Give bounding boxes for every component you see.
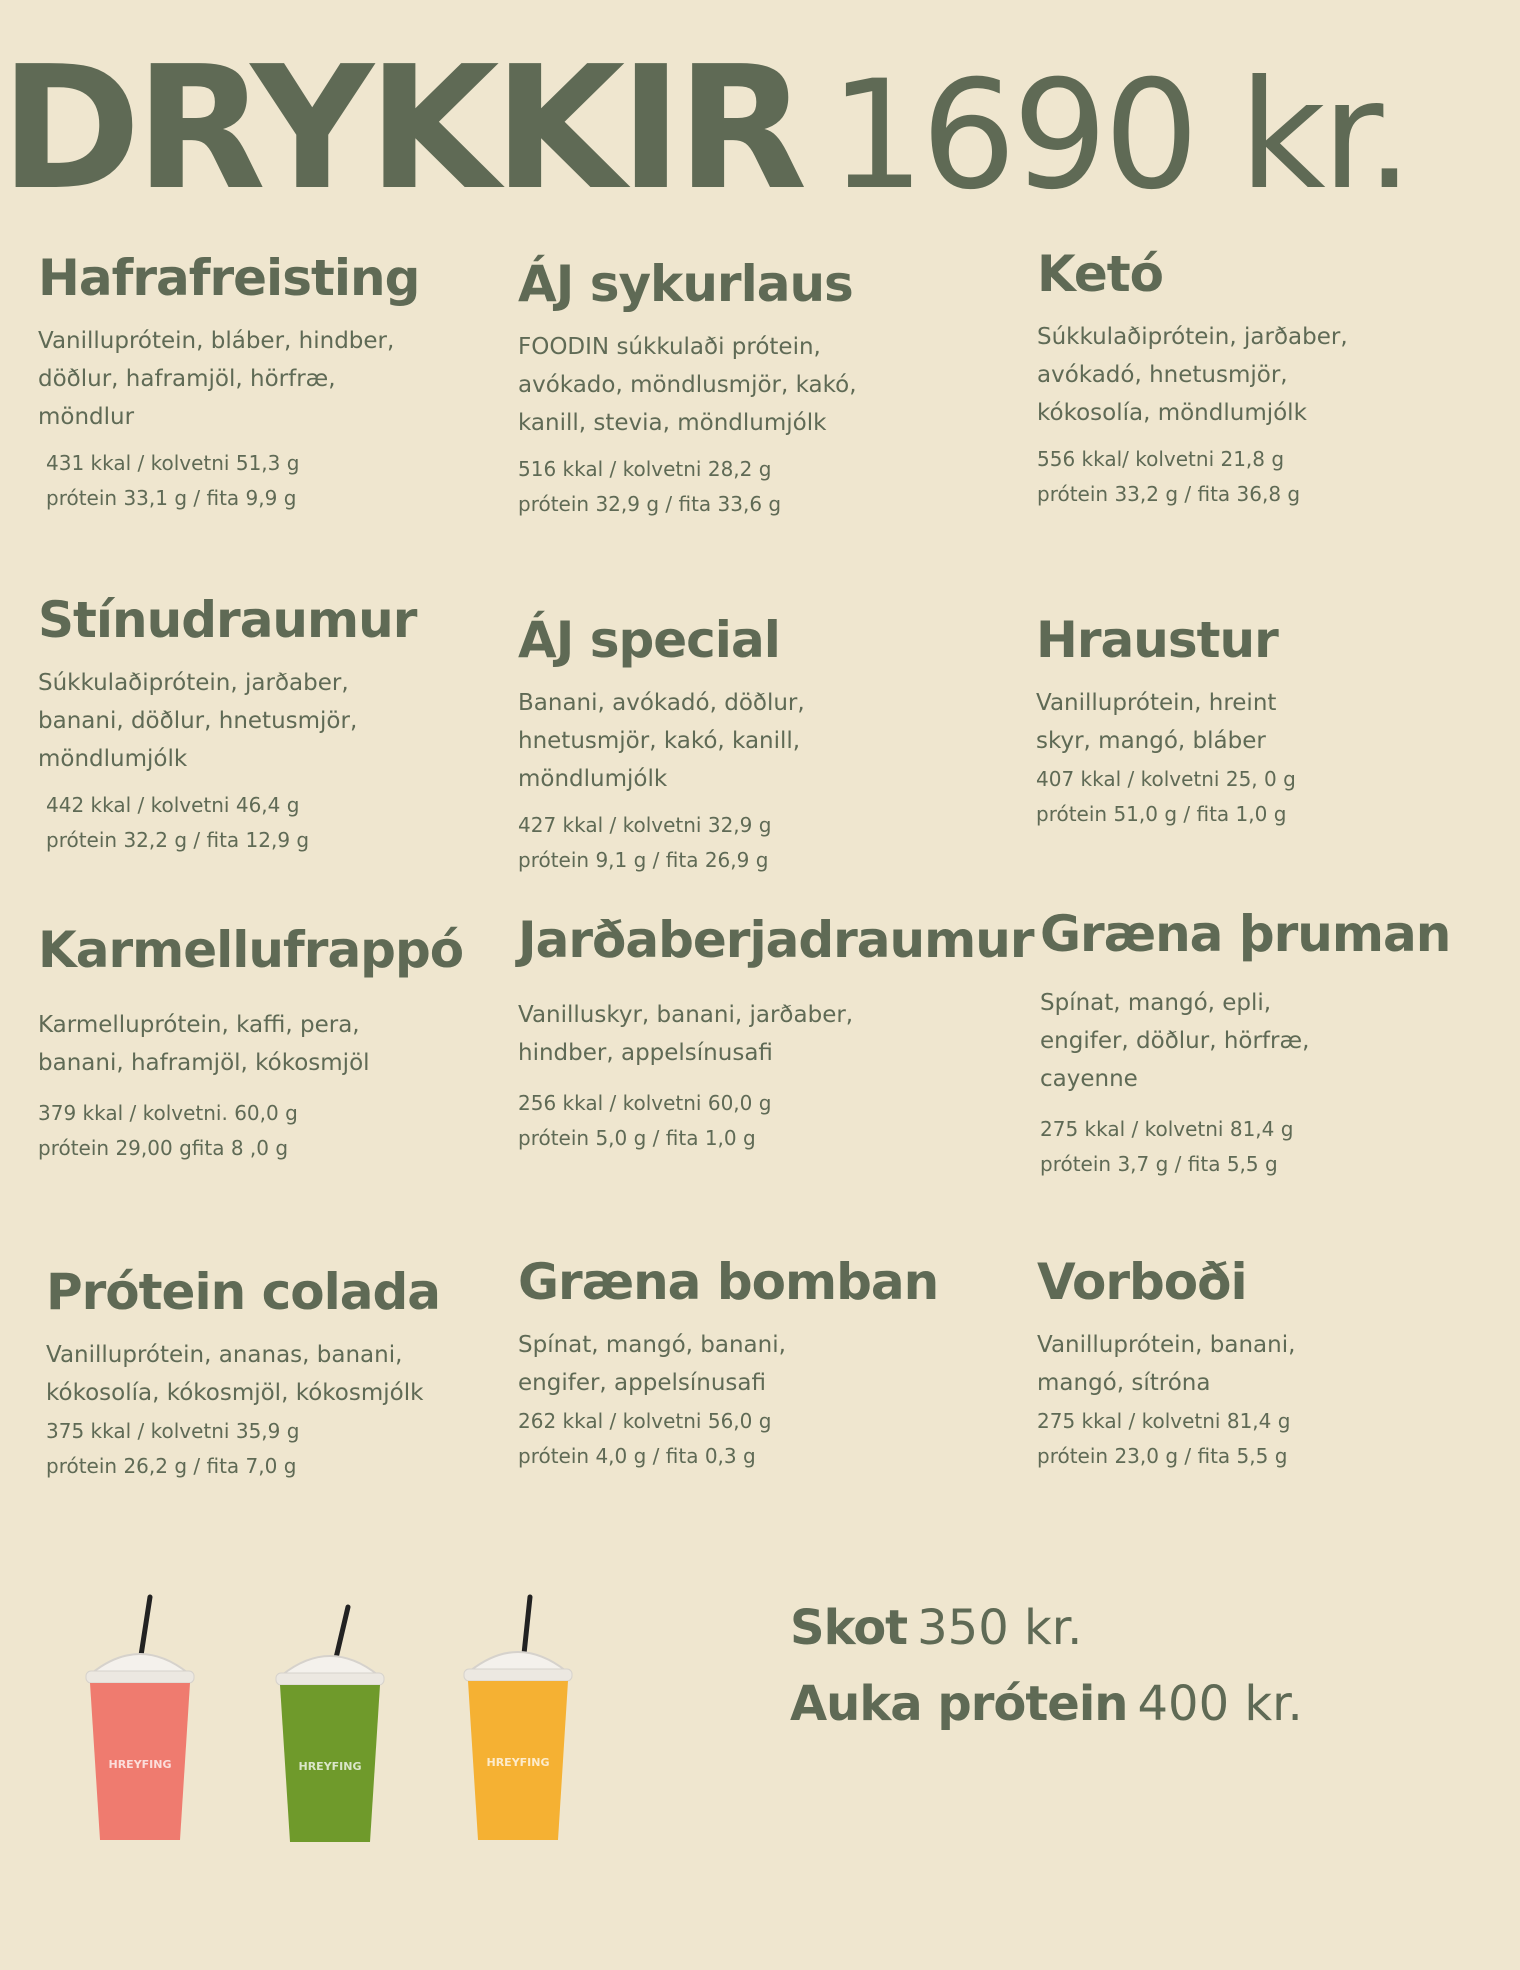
- nutrition-calories-carbs: 427 kkal / kolvetni 32,9 g: [518, 812, 772, 837]
- menu-item-name: Prótein colada: [46, 1263, 441, 1321]
- menu-item-name: Karmellufrappó: [38, 921, 464, 979]
- menu-item-nutrition: [38, 1096, 518, 1166]
- menu-item-ingredients: Vanilluprótein, bláber, hindber, döðlur, haframjöl, hörfræ, möndlur: [38, 327, 395, 430]
- menu-item-nutrition: [1037, 442, 1517, 512]
- cup-brand-label: HREYFING: [486, 1756, 550, 1769]
- nutrition-protein-fat: prótein 3,7 g / fita 5,5 g: [1040, 1151, 1278, 1176]
- menu-item-ingredients: FOODIN súkkulaði prótein, avókado, möndlusmjör, kakó, kanill, stevia, möndlumjólk: [518, 333, 857, 436]
- menu-item-hafrafreisting: [38, 250, 518, 516]
- title-drinks: DRYKKIR: [0, 30, 802, 228]
- smoothie-cup-green: [270, 1605, 390, 1855]
- extra-shot-label: Skot: [790, 1600, 908, 1656]
- smoothie-cup-orange: [458, 1595, 578, 1845]
- nutrition-protein-fat: prótein 33,1 g / fita 9,9 g: [46, 485, 297, 510]
- nutrition-calories-carbs: 431 kkal / kolvetni 51,3 g: [46, 450, 300, 475]
- menu-item-name: Græna bomban: [518, 1253, 939, 1311]
- menu-item-name: Græna þruman: [1040, 905, 1451, 963]
- nutrition-calories-carbs: 516 kkal / kolvetni 28,2 g: [518, 456, 772, 481]
- menu-item-stinudraumur: [38, 592, 518, 858]
- menu-item-aj-sykurlaus: [518, 256, 998, 522]
- menu-item-name: Ketó: [1037, 245, 1164, 303]
- nutrition-calories-carbs: 556 kkal/ kolvetni 21,8 g: [1037, 446, 1285, 471]
- extra-protein-label: Auka prótein: [790, 1676, 1128, 1732]
- extra-protein-price: 400 kr.: [1137, 1676, 1303, 1732]
- extra-shot-price: 350 kr.: [917, 1600, 1083, 1656]
- menu-item-name: ÁJ special: [518, 611, 780, 669]
- extras-pricing: [790, 1590, 1303, 1742]
- menu-item-name: Jarðaberjadraumur: [518, 911, 1034, 969]
- menu-item-name: Vorboði: [1037, 1253, 1247, 1311]
- menu-item-nutrition: [46, 1414, 526, 1484]
- menu-item-name: Hafrafreisting: [38, 249, 420, 307]
- menu-item-nutrition: [46, 788, 518, 858]
- menu-item-protein-colada: [46, 1264, 526, 1484]
- menu-item-ingredients: Spínat, mangó, banani, engifer, appelsínusafi: [518, 1331, 786, 1396]
- menu-item-ingredients: Vanilluprótein, ananas, banani, kókosolía, kókosmjöl, kókosmjólk: [46, 1341, 424, 1406]
- menu-item-graena-thruman: [1040, 906, 1520, 1182]
- menu-item-ingredients: Banani, avókadó, döðlur, hnetusmjör, kakó, kanill, möndlumjólk: [518, 689, 805, 792]
- menu-item-ingredients: Vanilluprótein, hreint skyr, mangó, bláber: [1036, 689, 1277, 754]
- extra-shot: [790, 1590, 1303, 1666]
- menu-item-ingredients: Vanilluskyr, banani, jarðaber, hindber, appelsínusafi: [518, 1001, 854, 1066]
- cup-brand-label: HREYFING: [298, 1760, 362, 1773]
- menu-item-nutrition: [1037, 1404, 1517, 1474]
- nutrition-protein-fat: prótein 4,0 g / fita 0,3 g: [518, 1443, 756, 1468]
- nutrition-protein-fat: prótein 32,2 g / fita 12,9 g: [46, 827, 310, 852]
- title-price: 1690 kr.: [829, 49, 1410, 223]
- cup-brand-label: HREYFING: [108, 1758, 172, 1771]
- nutrition-protein-fat: prótein 23,0 g / fita 5,5 g: [1037, 1443, 1288, 1468]
- menu-item-aj-special: [518, 612, 998, 878]
- nutrition-protein-fat: prótein 26,2 g / fita 7,0 g: [46, 1453, 297, 1478]
- nutrition-protein-fat: prótein 33,2 g / fita 36,8 g: [1037, 481, 1301, 506]
- nutrition-protein-fat: prótein 29,00 gfita 8 ,0 g: [38, 1135, 289, 1160]
- menu-item-ingredients: Spínat, mangó, epli, engifer, döðlur, hörfræ, cayenne: [1040, 989, 1310, 1092]
- nutrition-protein-fat: prótein 9,1 g / fita 26,9 g: [518, 847, 769, 872]
- menu-item-nutrition: [518, 1404, 998, 1474]
- nutrition-calories-carbs: 256 kkal / kolvetni 60,0 g: [518, 1090, 772, 1115]
- extra-protein: [790, 1666, 1303, 1742]
- menu-item-nutrition: [1040, 1112, 1520, 1182]
- menu-item-nutrition: [518, 1086, 998, 1156]
- menu-item-karmellufrappo: [38, 922, 518, 1166]
- menu-item-nutrition: [46, 446, 518, 516]
- nutrition-calories-carbs: 275 kkal / kolvetni 81,4 g: [1040, 1116, 1294, 1141]
- nutrition-calories-carbs: 442 kkal / kolvetni 46,4 g: [46, 792, 300, 817]
- menu-item-keto: [1037, 246, 1517, 512]
- menu-item-nutrition: [518, 808, 998, 878]
- menu-item-nutrition: [1036, 762, 1516, 832]
- nutrition-calories-carbs: 407 kkal / kolvetni 25, 0 g: [1036, 766, 1296, 791]
- smoothie-cup-pink: [80, 1595, 200, 1845]
- page-title: [0, 30, 1410, 228]
- menu-item-hraustur: [1036, 612, 1516, 832]
- nutrition-protein-fat: prótein 5,0 g / fita 1,0 g: [518, 1125, 756, 1150]
- menu-item-name: ÁJ sykurlaus: [518, 255, 853, 313]
- menu-item-graena-bomban: [518, 1254, 998, 1474]
- menu-item-ingredients: Súkkulaðiprótein, jarðaber, avókadó, hnetusmjör, kókosolía, möndlumjólk: [1037, 323, 1348, 426]
- menu-item-ingredients: Vanilluprótein, banani, mangó, sítróna: [1037, 1331, 1296, 1396]
- menu-item-ingredients: Súkkulaðiprótein, jarðaber, banani, döðlur, hnetusmjör, möndlumjólk: [38, 669, 358, 772]
- nutrition-calories-carbs: 379 kkal / kolvetni. 60,0 g: [38, 1100, 298, 1125]
- menu-item-vorbodi: [1037, 1254, 1517, 1474]
- menu-item-name: Hraustur: [1036, 611, 1278, 669]
- menu-item-name: Stínudraumur: [38, 591, 417, 649]
- nutrition-calories-carbs: 275 kkal / kolvetni 81,4 g: [1037, 1408, 1291, 1433]
- menu-item-nutrition: [518, 452, 998, 522]
- nutrition-protein-fat: prótein 32,9 g / fita 33,6 g: [518, 491, 782, 516]
- menu-item-jardaberjadraumur: [518, 911, 1034, 1156]
- nutrition-protein-fat: prótein 51,0 g / fita 1,0 g: [1036, 801, 1287, 826]
- nutrition-calories-carbs: 375 kkal / kolvetni 35,9 g: [46, 1418, 300, 1443]
- menu-item-ingredients: Karmelluprótein, kaffi, pera, banani, haframjöl, kókosmjöl: [38, 1011, 370, 1076]
- nutrition-calories-carbs: 262 kkal / kolvetni 56,0 g: [518, 1408, 772, 1433]
